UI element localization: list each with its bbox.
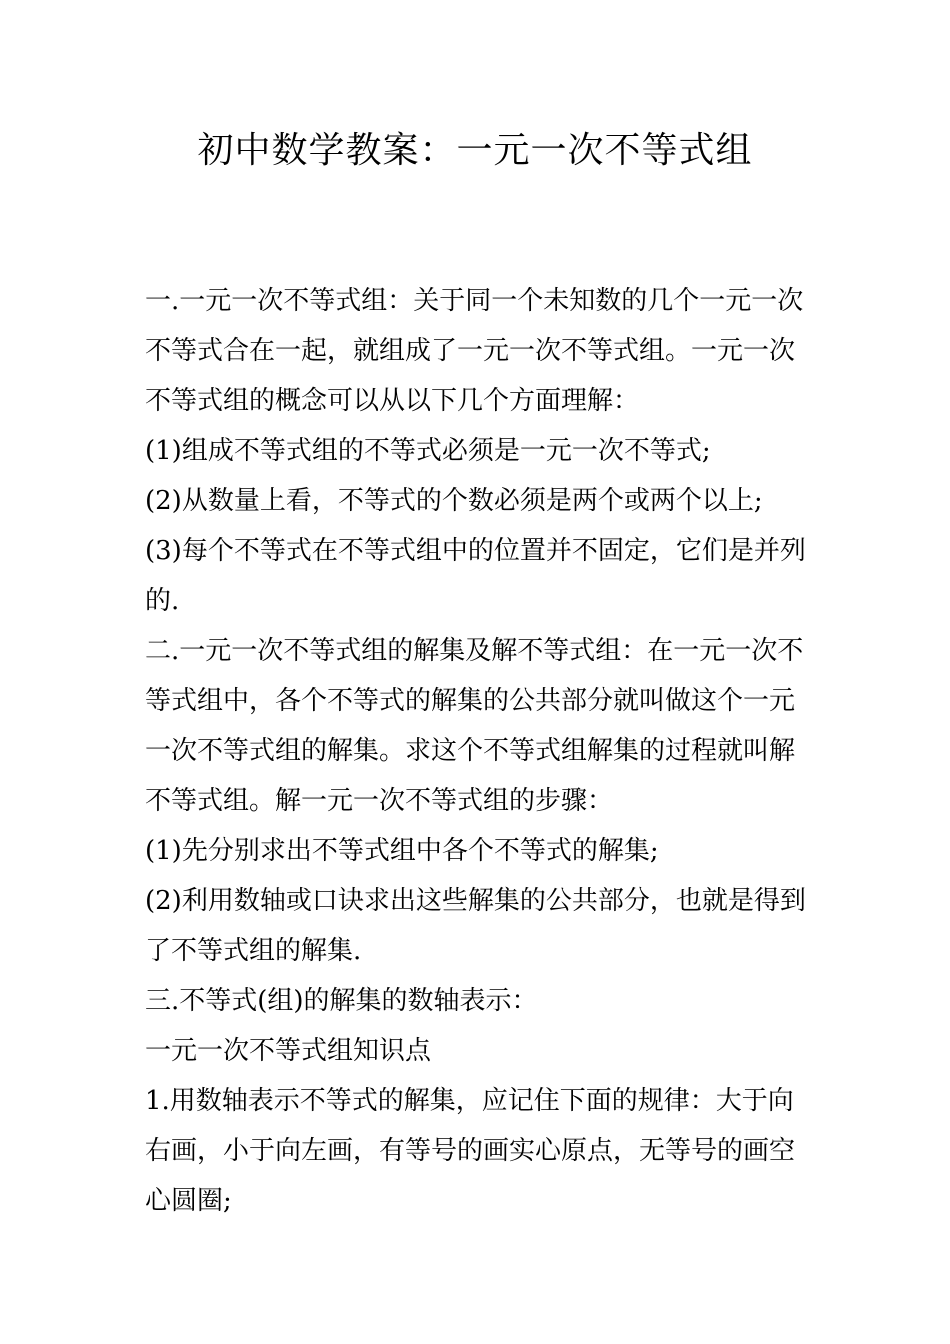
paragraph-knowledge-heading: 一元一次不等式组知识点 xyxy=(145,1036,432,1066)
paragraph-section-2-step-2: (2)利用数轴或口诀求出这些解集的公共部分，也就是得到了不等式组的解集. xyxy=(145,886,806,966)
document-title: 初中数学教案：一元一次不等式组 xyxy=(197,130,753,171)
paragraph-rule-1: 1.用数轴表示不等式的解集，应记住下面的规律：大于向右画，小于向左画，有等号的画实心原点，无等号的画空心圆圈; xyxy=(145,1086,796,1216)
paragraph-section-1-point-1: (1)组成不等式组的不等式必须是一元一次不等式; xyxy=(145,436,711,466)
document-body xyxy=(145,276,811,1226)
paragraph-section-1-intro: 一.一元一次不等式组：关于同一个未知数的几个一元一次不等式合在一起，就组成了一元一次不等式组。一元一次不等式组的概念可以从以下几个方面理解： xyxy=(145,286,804,416)
paragraph-section-1-point-2: (2)从数量上看，不等式的个数必须是两个或两个以上; xyxy=(145,486,763,516)
paragraph-section-2-intro: 二.一元一次不等式组的解集及解不等式组：在一元一次不等式组中，各个不等式的解集的公共部分就叫做这个一元一次不等式组的解集。求这个不等式组解集的过程就叫解不等式组。解一元一次不等式组的步骤： xyxy=(145,636,804,816)
paragraph-section-1-point-3: (3)每个不等式在不等式组中的位置并不固定，它们是并列的. xyxy=(145,536,806,616)
paragraph-section-3-heading: 三.不等式(组)的解集的数轴表示： xyxy=(145,986,538,1016)
paragraph-section-2-step-1: (1)先分别求出不等式组中各个不等式的解集; xyxy=(145,836,659,866)
